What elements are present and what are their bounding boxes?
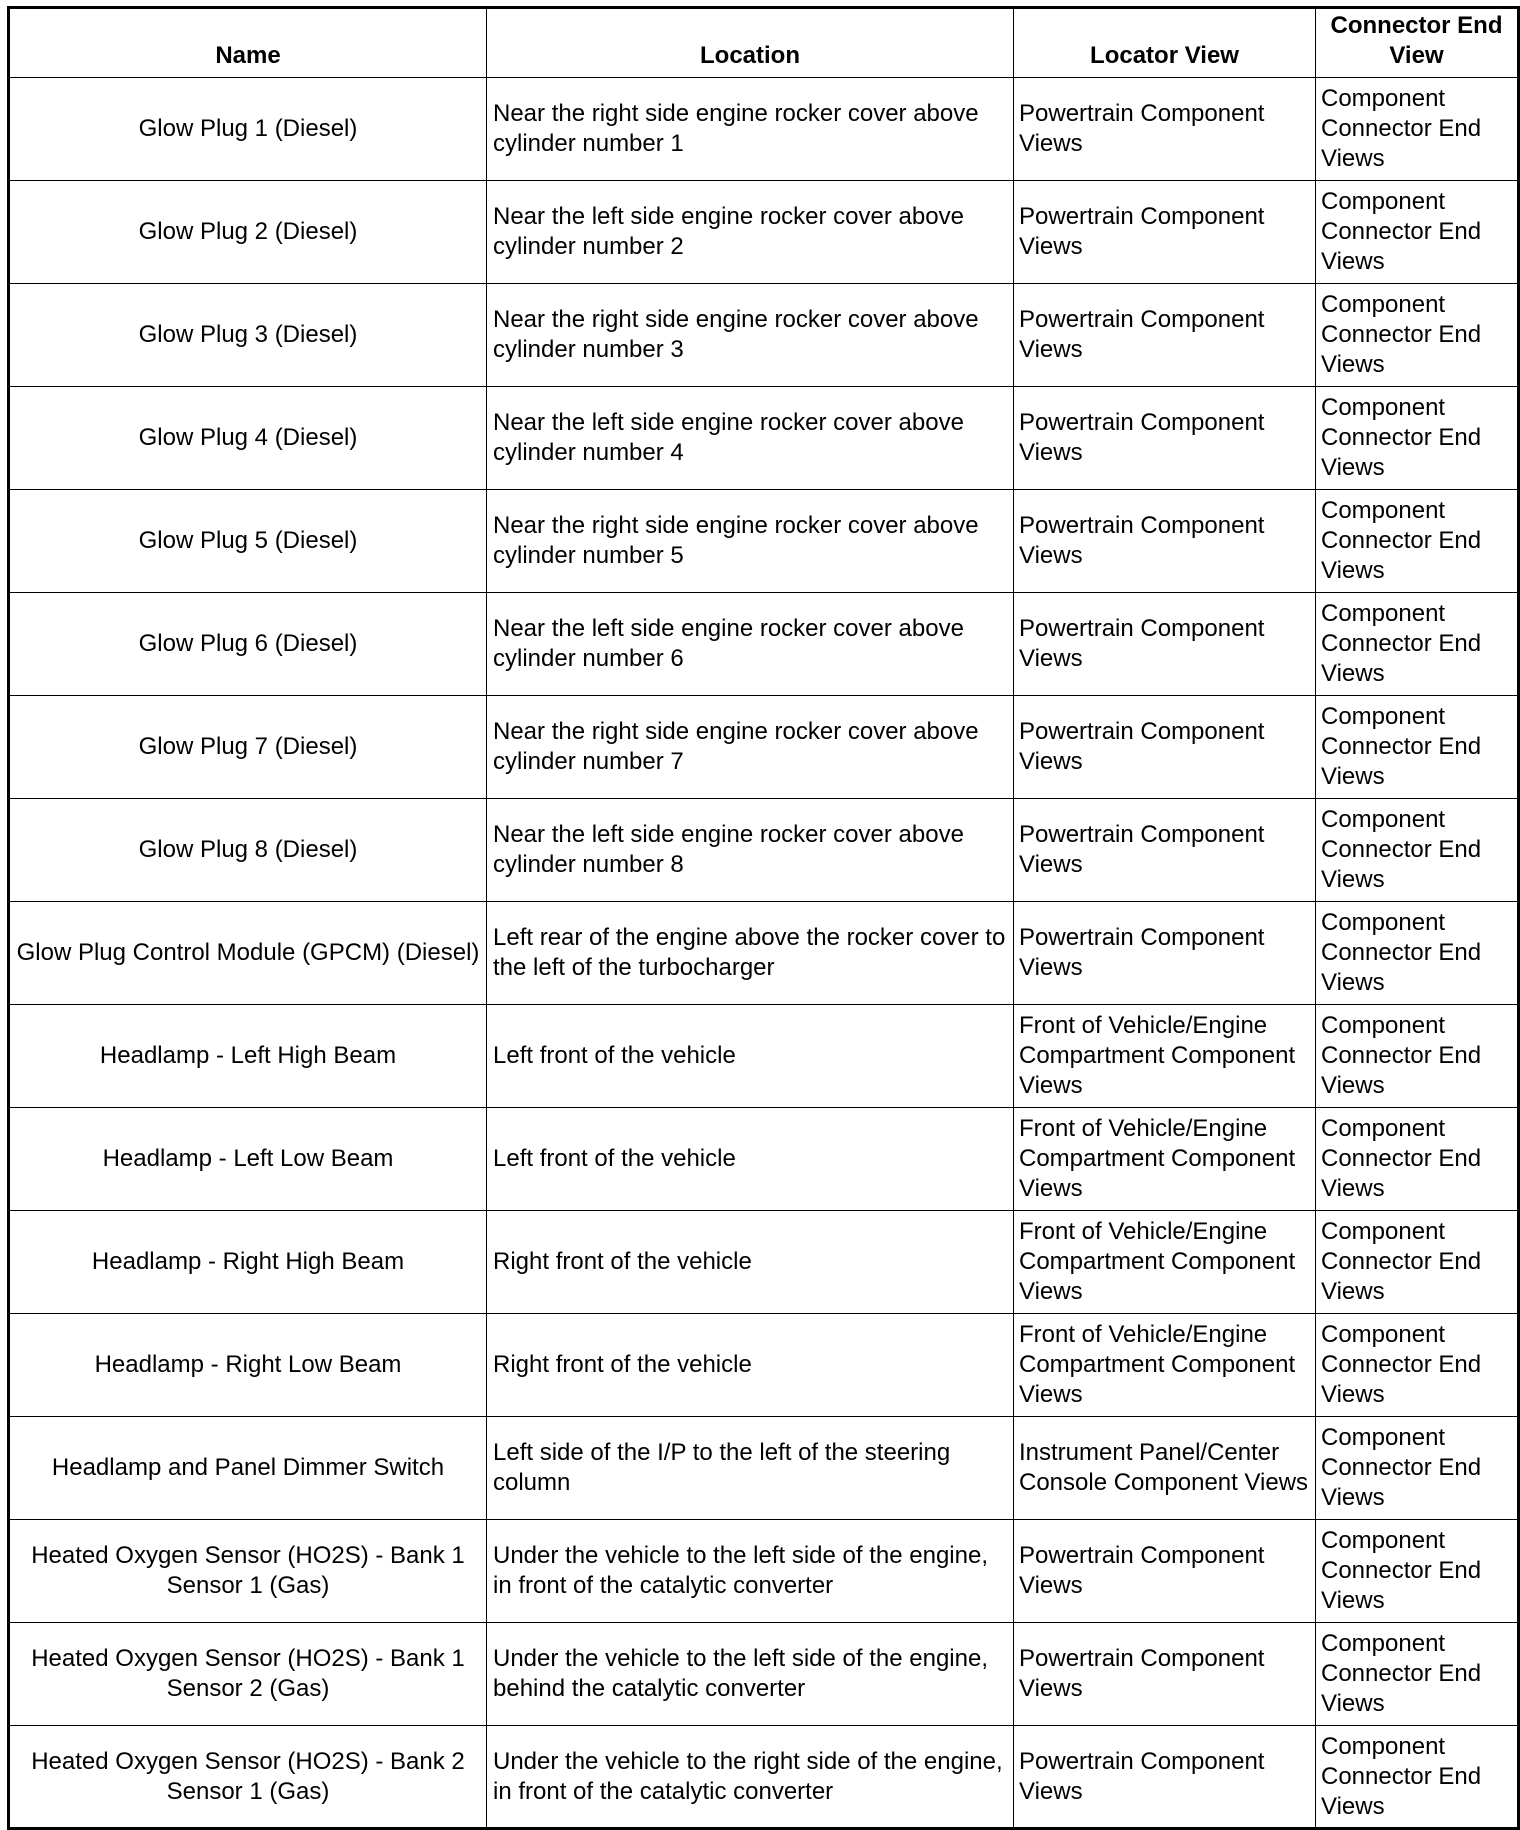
cell-connector-end-view: Component Connector End Views	[1316, 1520, 1519, 1623]
cell-name: Glow Plug 2 (Diesel)	[9, 181, 487, 284]
table-row	[9, 181, 1519, 284]
cell-locator-view: Front of Vehicle/Engine Compartment Component Views	[1014, 1314, 1316, 1417]
cell-locator-view: Front of Vehicle/Engine Compartment Component Views	[1014, 1108, 1316, 1211]
cell-location: Under the vehicle to the left side of the engine, behind the catalytic converter	[487, 1623, 1014, 1726]
cell-name: Headlamp - Left Low Beam	[9, 1108, 487, 1211]
cell-connector-end-view: Component Connector End Views	[1316, 284, 1519, 387]
cell-locator-view: Powertrain Component Views	[1014, 902, 1316, 1005]
cell-connector-end-view: Component Connector End Views	[1316, 181, 1519, 284]
cell-name: Glow Plug 8 (Diesel)	[9, 799, 487, 902]
cell-name: Heated Oxygen Sensor (HO2S) - Bank 2 Sensor 1 (Gas)	[9, 1726, 487, 1829]
table-row	[9, 1726, 1519, 1829]
cell-location: Near the right side engine rocker cover above cylinder number 7	[487, 696, 1014, 799]
cell-connector-end-view: Component Connector End Views	[1316, 490, 1519, 593]
cell-locator-view: Powertrain Component Views	[1014, 1726, 1316, 1829]
table-row	[9, 1211, 1519, 1314]
table-row	[9, 1108, 1519, 1211]
cell-location: Left front of the vehicle	[487, 1005, 1014, 1108]
cell-location: Right front of the vehicle	[487, 1314, 1014, 1417]
cell-connector-end-view: Component Connector End Views	[1316, 1211, 1519, 1314]
cell-connector-end-view: Component Connector End Views	[1316, 799, 1519, 902]
cell-connector-end-view: Component Connector End Views	[1316, 1417, 1519, 1520]
cell-name: Headlamp and Panel Dimmer Switch	[9, 1417, 487, 1520]
header-name: Name	[9, 8, 487, 78]
cell-name: Headlamp - Left High Beam	[9, 1005, 487, 1108]
cell-name: Glow Plug Control Module (GPCM) (Diesel)	[9, 902, 487, 1005]
cell-connector-end-view: Component Connector End Views	[1316, 1623, 1519, 1726]
cell-location: Left front of the vehicle	[487, 1108, 1014, 1211]
cell-name: Glow Plug 1 (Diesel)	[9, 78, 487, 181]
cell-location: Near the left side engine rocker cover above cylinder number 2	[487, 181, 1014, 284]
cell-location: Under the vehicle to the left side of the engine, in front of the catalytic converter	[487, 1520, 1014, 1623]
cell-connector-end-view: Component Connector End Views	[1316, 78, 1519, 181]
cell-location: Near the left side engine rocker cover above cylinder number 8	[487, 799, 1014, 902]
cell-name: Headlamp - Right Low Beam	[9, 1314, 487, 1417]
cell-location: Left side of the I/P to the left of the steering column	[487, 1417, 1014, 1520]
cell-name: Heated Oxygen Sensor (HO2S) - Bank 1 Sensor 1 (Gas)	[9, 1520, 487, 1623]
table-row	[9, 799, 1519, 902]
cell-connector-end-view: Component Connector End Views	[1316, 1314, 1519, 1417]
cell-name: Heated Oxygen Sensor (HO2S) - Bank 1 Sensor 2 (Gas)	[9, 1623, 487, 1726]
cell-locator-view: Powertrain Component Views	[1014, 284, 1316, 387]
cell-connector-end-view: Component Connector End Views	[1316, 1108, 1519, 1211]
cell-locator-view: Front of Vehicle/Engine Compartment Component Views	[1014, 1005, 1316, 1108]
table-row	[9, 1520, 1519, 1623]
cell-location: Near the left side engine rocker cover above cylinder number 6	[487, 593, 1014, 696]
cell-locator-view: Powertrain Component Views	[1014, 1520, 1316, 1623]
cell-location: Left rear of the engine above the rocker cover to the left of the turbocharger	[487, 902, 1014, 1005]
cell-location: Right front of the vehicle	[487, 1211, 1014, 1314]
cell-locator-view: Powertrain Component Views	[1014, 1623, 1316, 1726]
table-row	[9, 387, 1519, 490]
table-row	[9, 1417, 1519, 1520]
table-row	[9, 1623, 1519, 1726]
cell-connector-end-view: Component Connector End Views	[1316, 387, 1519, 490]
table-header-row	[9, 8, 1519, 78]
cell-name: Glow Plug 7 (Diesel)	[9, 696, 487, 799]
cell-name: Glow Plug 5 (Diesel)	[9, 490, 487, 593]
cell-locator-view: Powertrain Component Views	[1014, 387, 1316, 490]
cell-location: Under the vehicle to the right side of the engine, in front of the catalytic converter	[487, 1726, 1014, 1829]
header-location: Location	[487, 8, 1014, 78]
table-row	[9, 1314, 1519, 1417]
cell-locator-view: Powertrain Component Views	[1014, 593, 1316, 696]
cell-connector-end-view: Component Connector End Views	[1316, 1005, 1519, 1108]
cell-locator-view: Powertrain Component Views	[1014, 799, 1316, 902]
cell-locator-view: Powertrain Component Views	[1014, 78, 1316, 181]
table-row	[9, 1005, 1519, 1108]
cell-connector-end-view: Component Connector End Views	[1316, 1726, 1519, 1829]
cell-locator-view: Powertrain Component Views	[1014, 181, 1316, 284]
cell-connector-end-view: Component Connector End Views	[1316, 593, 1519, 696]
cell-location: Near the right side engine rocker cover above cylinder number 3	[487, 284, 1014, 387]
cell-name: Headlamp - Right High Beam	[9, 1211, 487, 1314]
header-connector-end-view: Connector End View	[1316, 8, 1519, 78]
cell-connector-end-view: Component Connector End Views	[1316, 902, 1519, 1005]
table-row	[9, 902, 1519, 1005]
table-row	[9, 696, 1519, 799]
cell-name: Glow Plug 3 (Diesel)	[9, 284, 487, 387]
cell-location: Near the right side engine rocker cover above cylinder number 1	[487, 78, 1014, 181]
table-row	[9, 490, 1519, 593]
cell-locator-view: Instrument Panel/Center Console Component Views	[1014, 1417, 1316, 1520]
table-body	[9, 78, 1519, 1829]
table-row	[9, 78, 1519, 181]
cell-locator-view: Powertrain Component Views	[1014, 490, 1316, 593]
cell-location: Near the left side engine rocker cover above cylinder number 4	[487, 387, 1014, 490]
cell-name: Glow Plug 4 (Diesel)	[9, 387, 487, 490]
cell-name: Glow Plug 6 (Diesel)	[9, 593, 487, 696]
component-locator-table	[7, 6, 1520, 1830]
cell-locator-view: Front of Vehicle/Engine Compartment Component Views	[1014, 1211, 1316, 1314]
table-row	[9, 593, 1519, 696]
cell-location: Near the right side engine rocker cover above cylinder number 5	[487, 490, 1014, 593]
header-locator-view: Locator View	[1014, 8, 1316, 78]
cell-locator-view: Powertrain Component Views	[1014, 696, 1316, 799]
cell-connector-end-view: Component Connector End Views	[1316, 696, 1519, 799]
table-row	[9, 284, 1519, 387]
